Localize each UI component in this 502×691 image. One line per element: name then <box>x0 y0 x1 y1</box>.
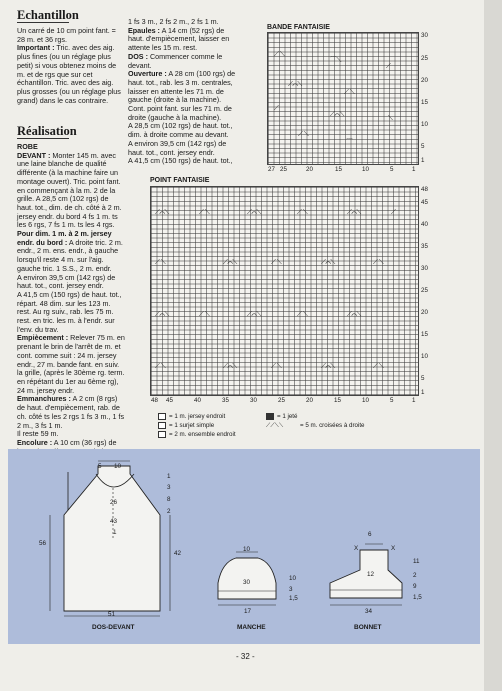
bande-bottom-25: 25 <box>280 166 287 173</box>
dos-label: DOS : <box>128 51 148 61</box>
point-bottom-25: 25 <box>278 397 285 404</box>
dim-2: 2 <box>167 508 171 515</box>
dos-text: Commencer comme le devant. <box>128 51 223 70</box>
bande-bottom-1: 1 <box>412 166 416 173</box>
legend-item: ⟋⟋⟍⟍ = 5 m. croisées à droite <box>266 422 365 429</box>
point-right-15: 15 <box>421 331 428 338</box>
emm-text: A 2 cm (8 rgs) de haut. d'empiècement, rab. de ch. côté ts les 2 rgs 1 fs 3 m., 1 fs 2 m., 3 fs 1 m. <box>17 394 125 430</box>
stitch-symbol: ⟋ ⟍ <box>155 363 166 370</box>
stitch-symbol: ⟋ ⟍ <box>199 209 210 216</box>
manche-dim-15: 1,5 <box>289 595 298 602</box>
emp-text: Relever 75 m. en prenant le brin de l'arrêt de m. et cont. comme suit : 24 m. jersey endr., 27 m. bande fant. en suiv. la grille, (après le 30ème rg. term. en répétant du 1er au 6ème rg), 24 m. jersey endr. <box>17 333 125 395</box>
ouv-text: A 28 cm (100 rgs) de haut. tot., rab. les 3 m. centrales, laisser en attente les 71 m. de gauche (droite à la machine). Cont. point fant. sur les 71 m. de droite (gauche à la machine). <box>128 69 236 122</box>
point-bottom-15: 15 <box>334 397 341 404</box>
legend-item: = 2 m. ensemble endroit <box>158 430 236 439</box>
devant-label: DEVANT : <box>17 150 51 160</box>
bonnet-dim-2: 2 <box>413 572 417 579</box>
stitch-symbol: ⟋⌒⟍ <box>330 111 344 118</box>
manche-dim-30: 30 <box>243 579 251 586</box>
stitch-symbol: ⟋ ⟍ <box>297 311 308 318</box>
bande-right-10: 10 <box>421 121 428 128</box>
legend-item: = 1 m. jersey endroit <box>158 412 236 421</box>
a1-text: A environ 39,5 cm (142 rgs) de haut. tot., cont. jersey endr. <box>17 272 116 291</box>
stitch-symbol: ⌒ <box>346 139 353 146</box>
emm-label: Emmanchures : <box>17 394 71 404</box>
dim-3: 3 <box>167 484 171 491</box>
echantillon-text: Un carré de 10 cm point fant. = 28 m. et 36 rgs. <box>17 26 116 44</box>
dim-1: 1 <box>167 473 171 480</box>
dim-8: 8 <box>167 496 171 503</box>
stitch-symbol: ⟋ ⟍ <box>271 259 282 266</box>
bonnet-x-right: X <box>391 545 396 552</box>
bonnet-dim-9: 9 <box>413 583 417 590</box>
point-title: POINT FANTAISIE <box>150 177 210 184</box>
pour-text: A droite tric. 2 m. endr., 2 m. ens. endr., à gauche lorsqu'il reste 4 m. sur l'aig. gauche tric. 1 S.S., 2 m. endr. <box>17 237 123 273</box>
pour-label: Pour dim. 1 m. à 2 m. jersey endr. du bord : <box>17 229 112 247</box>
ouv-label: Ouverture : <box>128 69 167 79</box>
point-bottom-48: 48 <box>151 397 158 404</box>
croisees-icon: ⟋⟋⟍⟍ <box>266 422 284 429</box>
b2-text: A environ 39,5 cm (142 rgs) de haut. tot., cont. jersey endr. <box>128 138 227 157</box>
stitch-symbol: ⟋⌒⟍ <box>155 209 169 216</box>
bande-right-20: 20 <box>421 77 428 84</box>
stitch-symbol: ⟋ ⟍ <box>344 89 355 96</box>
devant-text: Monter 145 m. avec une laine blanche de qualité différente (à la machine faire un montage ouvert). Tric. point fant. en commençant à la m. 2 de la grille. A 28,5 cm (102 rgs) de haut. tot., dim. de ch. côté à 2 m. jersey endr. du bord 4 fs 1 m. ts les 6 rgs, 7 fs 1 m. ts les 4 rgs. <box>17 150 122 230</box>
stitch-symbol: ⟍ <box>388 115 393 122</box>
page-number: - 32 - <box>236 652 255 661</box>
stitch-symbol: ⟋⌒⟍ <box>288 81 302 88</box>
stitch-symbol: ⟋⌒⟍ <box>347 209 361 216</box>
bande-right-1: 1 <box>421 157 425 164</box>
bonnet-caption: BONNET <box>354 624 382 631</box>
point-right-45: 45 <box>421 199 428 206</box>
bande-bottom-20: 20 <box>306 166 313 173</box>
legend-item: = 1 jeté <box>266 412 364 421</box>
stitch-symbol: ⟋⌒⟍ <box>321 259 335 266</box>
point-right-48: 48 <box>421 186 428 193</box>
enc-text: A 10 cm (36 rgs) de <box>53 437 117 447</box>
bande-bottom-5: 5 <box>390 166 394 173</box>
bande-right-25: 25 <box>421 55 428 62</box>
echantillon-heading: Echantillon <box>17 8 79 22</box>
stitch-symbol: ⟋ ⟍ <box>155 259 166 266</box>
stitch-symbol: ⟋ ⟍ <box>274 51 285 58</box>
stitch-symbol: ⟋ ⟍ <box>298 131 309 138</box>
dim-43: 43 <box>110 518 118 525</box>
stitch-symbol: ⟋⌒⟍ <box>347 311 361 318</box>
stitch-symbol: ⟋ <box>391 209 396 216</box>
manche-dim-10b: 10 <box>289 575 297 582</box>
stitch-symbol: ⌒⟍ <box>330 57 341 64</box>
stitch-symbol: ⟋ ⟍ <box>199 311 210 318</box>
stitch-symbol: ⟋ ⟍ <box>271 363 282 370</box>
point-right-5: 5 <box>421 375 425 382</box>
point-bottom-30: 30 <box>250 397 257 404</box>
stitch-symbol: ⟋ <box>274 105 279 112</box>
stitch-symbol: ⟋ <box>386 63 391 70</box>
bonnet-x-left: X <box>354 545 359 552</box>
point-right-25: 25 <box>421 287 428 294</box>
dim-56: 56 <box>39 540 47 547</box>
point-bottom-20: 20 <box>306 397 313 404</box>
enc-label: Encolure : <box>17 437 53 447</box>
point-right-1: 1 <box>421 389 425 396</box>
stitch-symbol: ⟋ ⟍ <box>373 259 384 266</box>
point-right-35: 35 <box>421 243 428 250</box>
reste-text: Il reste 59 m. <box>17 429 59 439</box>
bande-right-30: 30 <box>421 32 428 39</box>
realisation-heading: Réalisation <box>17 124 77 138</box>
stitch-symbol: ⟋⌒⟍ <box>321 363 335 370</box>
stitch-symbol: ⟋⌒⟍ <box>155 311 169 318</box>
point-right-20: 20 <box>421 309 428 316</box>
bonnet-dim-11: 11 <box>413 558 420 565</box>
stitch-symbol: ⟋⌒⟍ <box>247 311 261 318</box>
stitch-symbol: ⟋⌒⟍ <box>247 209 261 216</box>
stitch-symbol: ⟋ ⟍ <box>297 209 308 216</box>
bande-bottom-15: 15 <box>335 166 342 173</box>
point-right-40: 40 <box>421 221 428 228</box>
manche-dim-10: 10 <box>243 546 251 553</box>
point-right-10: 10 <box>421 353 428 360</box>
important-text: Tric. avec des aig. plus fines (ou un réglage plus petit) si vous obtenez moins de m. et de rgs que sur cet échantillon. Tric. avec des aig. plus grosses (ou un réglage plus grand) dans le cas contraire. <box>17 43 121 105</box>
stitch-symbol: ⟋⌒⟍ <box>223 363 237 370</box>
stitch-symbol: ⟋ ⟍ <box>373 363 384 370</box>
bande-right-5: 5 <box>421 143 425 150</box>
bande-bottom-10: 10 <box>362 166 369 173</box>
point-right-30: 30 <box>421 265 428 272</box>
point-bottom-5: 5 <box>390 397 394 404</box>
bonnet-dim-12: 12 <box>367 571 375 578</box>
dim-26: 26 <box>110 499 118 506</box>
manche-dim-17: 17 <box>244 608 252 615</box>
b1-text: A 28,5 cm (102 rgs) de haut. tot., dim. à droite comme au devant. <box>128 121 233 140</box>
dos-devant-caption: DOS-DEVANT <box>92 624 135 631</box>
bande-bottom-27: 27 <box>268 166 275 173</box>
b3-text: A 41,5 cm (150 rgs) de haut. tot., <box>128 156 233 166</box>
dim-5: 5 <box>98 463 102 470</box>
important-label: Important : <box>17 43 55 53</box>
manche-caption: MANCHE <box>237 624 266 631</box>
bande-title: BANDE FANTAISIE <box>267 24 330 31</box>
bande-right-15: 15 <box>421 99 428 106</box>
emp-label: Empiècement : <box>17 333 69 343</box>
dim-10: 10 <box>114 463 122 470</box>
col2-line1: 1 fs 3 m., 2 fs 2 m., 2 fs 1 m. <box>128 17 219 26</box>
dim-1b: 1 <box>113 529 117 536</box>
epaules-label: Epaules : <box>128 25 160 35</box>
stitch-symbol: ⟋⌒⟍ <box>223 259 237 266</box>
bonnet-dim-34: 34 <box>365 608 373 615</box>
dim-51: 51 <box>108 611 116 618</box>
a2-text: A 41,5 cm (150 rgs) de haut. tot., répart. 48 dim. sur les 123 m. rest. Au rg suiv., rab. les 75 m. rest. en tric. les m. à l'endr. sur l'env. du trav. <box>17 289 122 334</box>
point-bottom-10: 10 <box>362 397 369 404</box>
bonnet-dim-15: 1,5 <box>413 594 422 601</box>
dim-42: 42 <box>174 550 182 557</box>
bonnet-dim-6: 6 <box>368 531 372 538</box>
robe-title: ROBE <box>17 142 38 151</box>
manche-dim-3: 3 <box>289 586 293 593</box>
epaules-text: A 14 cm (52 rgs) de haut. d'empiècement, laisser en attente les 15 m. rest. <box>128 25 230 53</box>
legend-item: = 1 surjet simple <box>158 421 236 430</box>
point-bottom-35: 35 <box>222 397 229 404</box>
point-bottom-40: 40 <box>194 397 201 404</box>
point-bottom-45: 45 <box>166 397 173 404</box>
point-bottom-1: 1 <box>412 397 416 404</box>
